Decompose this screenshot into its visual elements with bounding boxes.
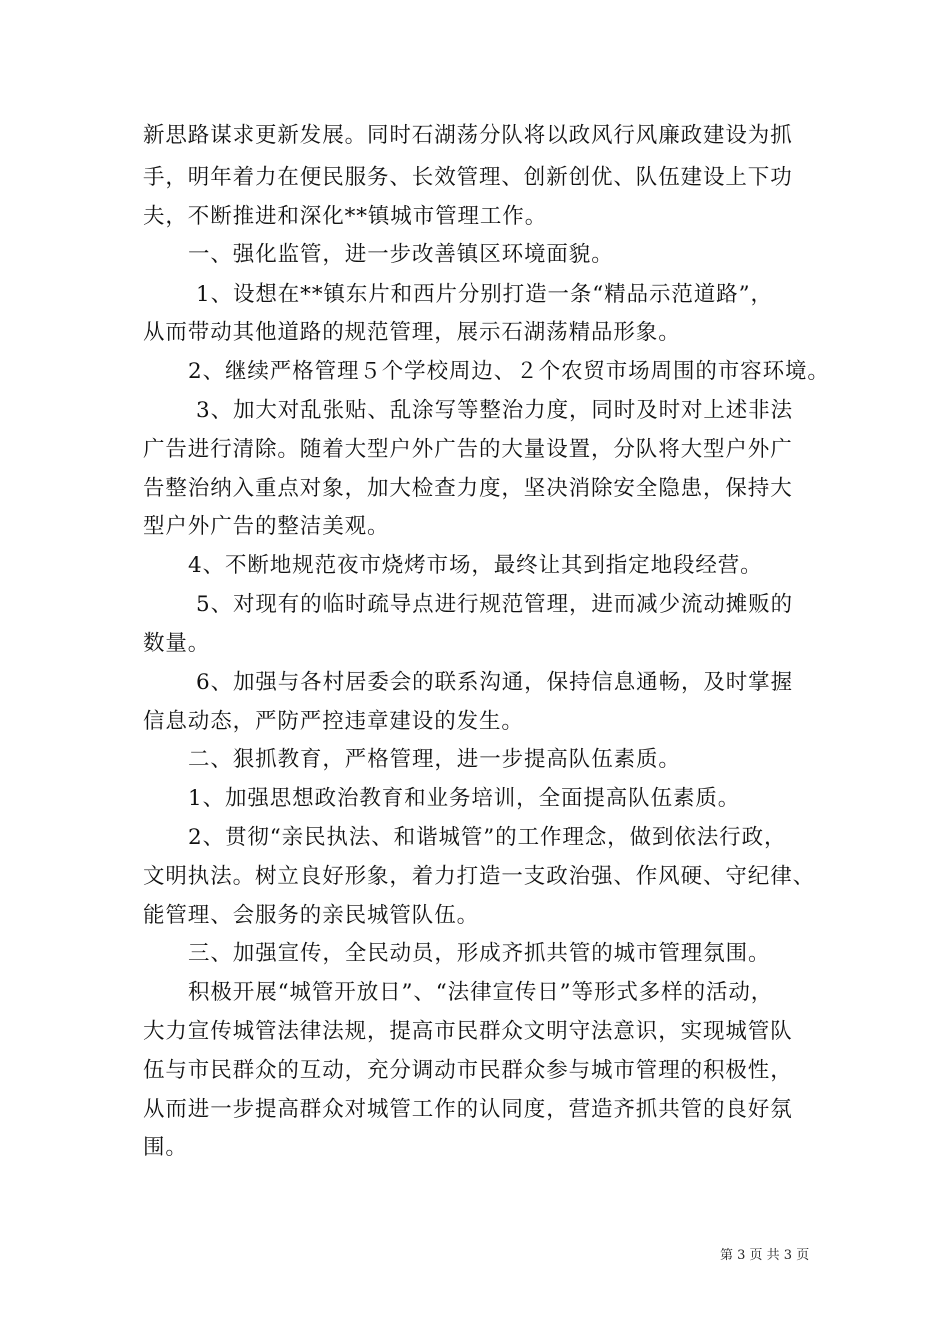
text-line: 3、加大对乱张贴、乱涂写等整治力度，同时及时对上述非法: [196, 398, 793, 423]
text-line: 夫，不断推进和深化**镇城市管理工作。: [143, 204, 548, 229]
text-line: 2、继续严格管理５个学校周边、２个农贸市场周围的市容环境。: [188, 359, 830, 384]
section-heading: 三、加强宣传，全民动员，形成齐抓共管的城市管理氛围。: [188, 941, 771, 966]
text-line: 积极开展“城管开放日”、“法律宣传日”等形式多样的活动，: [188, 980, 774, 1005]
text-line: 1、设想在**镇东片和西片分别打造一条“精品示范道路”，: [196, 282, 773, 307]
text-line: 6、加强与各村居委会的联系沟通，保持信息通畅，及时掌握: [196, 670, 793, 695]
text-line: 手，明年着力在便民服务、长效管理、创新创优、队伍建设上下功: [143, 165, 793, 190]
text-line: 文明执法。树立良好形象，着力打造一支政治强、作风硬、守纪律、: [143, 864, 816, 889]
text-line: 从而带动其他道路的规范管理，展示石湖荡精品形象。: [143, 320, 681, 345]
text-line: 1、加强思想政治教育和业务培训，全面提高队伍素质。: [188, 786, 741, 811]
page-number: 第 3 页 共 3 页: [720, 1248, 810, 1263]
text-line: 数量。: [143, 631, 211, 656]
text-line: 能管理、会服务的亲民城管队伍。: [143, 903, 480, 928]
text-line: 广告进行清除。随着大型户外广告的大量设置，分队将大型户外广: [143, 437, 793, 462]
text-line: 型户外广告的整洁美观。: [143, 514, 390, 539]
text-line: 5、对现有的临时疏导点进行规范管理，进而减少流动摊贩的: [196, 592, 793, 617]
text-line: 4、不断地规范夜市烧烤市场，最终让其到指定地段经营。: [188, 553, 763, 578]
text-line: 2、贯彻“亲民执法、和谐城管”的工作理念，做到依法行政，: [188, 825, 787, 850]
section-heading: 二、狠抓教育，严格管理，进一步提高队伍素质。: [188, 747, 681, 772]
text-line: 告整治纳入重点对象，加大检查力度，坚决消除安全隐患，保持大: [143, 476, 793, 501]
text-line: 从而进一步提高群众对城管工作的认同度，营造齐抓共管的良好氛: [143, 1097, 793, 1122]
text-line: 围。: [143, 1135, 188, 1160]
text-line: 信息动态，严防严控违章建设的发生。: [143, 709, 524, 734]
text-line: 新思路谋求更新发展。同时石湖荡分队将以政风行风廉政建设为抓: [143, 123, 793, 148]
text-line: 伍与市民群众的互动，充分调动市民群众参与城市管理的积极性，: [143, 1058, 793, 1083]
section-heading: 一、强化监管，进一步改善镇区环境面貌。: [188, 242, 614, 267]
text-line: 大力宣传城管法律法规，提高市民群众文明守法意识，实现城管队: [143, 1019, 793, 1044]
